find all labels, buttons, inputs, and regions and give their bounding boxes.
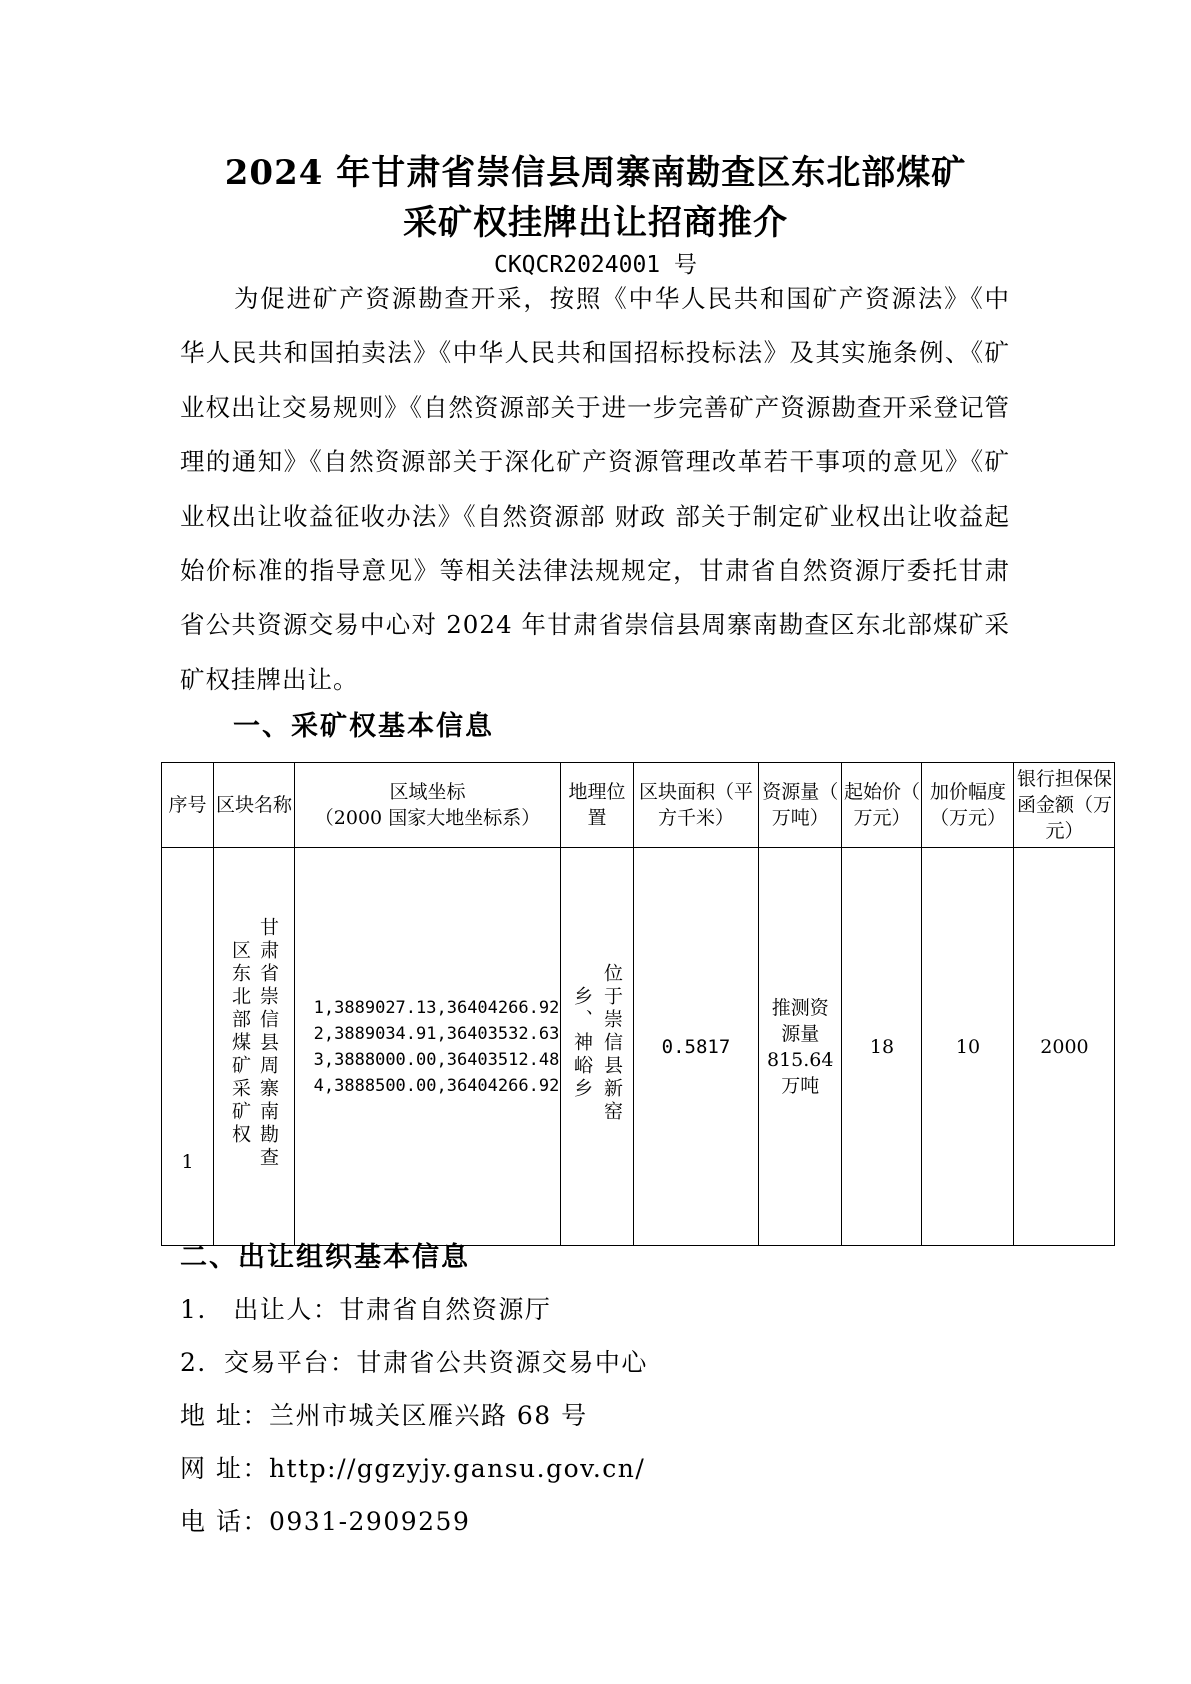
header-location: 地理位置 — [561, 763, 634, 848]
cell-coords — [295, 848, 561, 1246]
org-platform: 2．交易平台：甘肃省公共资源交易中心 — [180, 1348, 648, 1377]
coord-point-4: 4,3888500.00,36404266.92 — [313, 1075, 560, 1096]
header-block-name: 区块名称 — [214, 763, 295, 848]
coord-point-3: 3,3888000.00,36403512.48 — [313, 1049, 560, 1070]
cell-location — [561, 848, 634, 1246]
document-title-line1: 2024 年甘肃省崇信县周寨南勘查区东北部煤矿 — [224, 153, 967, 193]
table-header-row — [162, 763, 1115, 848]
block-name-text: 甘肃省崇信县周寨南勘查区东北部煤矿采矿权 — [229, 916, 279, 1170]
location-text: 位于崇信县新窑乡、神峪乡 — [571, 962, 623, 1124]
intro-paragraph: 为促进矿产资源勘查开采，按照《中华人民共和国矿产资源法》《中华人民共和国拍卖法》《中华人民共和国招标投标法》及其实施条例、《矿业权出让交易规则》《自然资源部关于进一步完善矿产资源勘查开采登记管理的通知》《自然资源部关于深化矿产资源管理改革若干事项的意见》《矿业权出让收益征收办法》《自然资源部 财政 部关于制定矿业权出让收益起始价标准的指导意见》等相关法律法规规定，甘肃省自然资源厅委托甘肃省公共资源交易中心对 2024 年甘肃省崇信县周寨南勘查区东北部煤矿采矿权挂牌出让。 — [180, 284, 1010, 694]
cell-area: 0.5817 — [634, 848, 759, 1246]
org-website[interactable]: 网 址：http://ggzyjy.gansu.gov.cn/ — [180, 1454, 646, 1483]
cell-increment: 10 — [922, 848, 1014, 1246]
cell-resource: 推测资源量815.64万吨 — [759, 848, 842, 1246]
table-row — [162, 848, 1115, 1246]
coord-point-2: 2,3889034.91,36403532.63 — [313, 1023, 560, 1044]
section1-heading: 一、采矿权基本信息 — [233, 711, 494, 742]
header-resource: 资源量（ 万吨） — [759, 763, 842, 848]
section2-heading: 二、出让组织基本信息 — [180, 1242, 470, 1273]
header-increment: 加价幅度（万元） — [922, 763, 1014, 848]
cell-block-name — [214, 848, 295, 1246]
cell-no: 1 — [162, 848, 214, 1246]
coord-point-1: 1,3889027.13,36404266.92 — [313, 997, 560, 1018]
header-no: 序号 — [162, 763, 214, 848]
header-guarantee: 银行担保保函金额（万元） — [1014, 763, 1115, 848]
org-address: 地 址：兰州市城关区雁兴路 68 号 — [180, 1401, 588, 1430]
header-start-price: 起始价（ 万元） — [842, 763, 922, 848]
document-title-line2: 采矿权挂牌出让招商推介 — [403, 203, 788, 243]
cell-start-price: 18 — [842, 848, 922, 1246]
org-seller: 1. 出让人：甘肃省自然资源厅 — [180, 1295, 552, 1324]
document-number: CKQCR2024001 号 — [493, 252, 697, 278]
header-coords-label: 区域坐标 — [389, 781, 466, 803]
mining-rights-table — [161, 762, 1115, 1246]
cell-guarantee: 2000 — [1014, 848, 1115, 1246]
org-phone: 电 话：0931-2909259 — [180, 1507, 471, 1536]
header-area: 区块面积（平方千米） — [634, 763, 759, 848]
header-coords — [295, 763, 561, 848]
header-coords-sub: （2000 国家大地坐标系） — [314, 807, 541, 829]
